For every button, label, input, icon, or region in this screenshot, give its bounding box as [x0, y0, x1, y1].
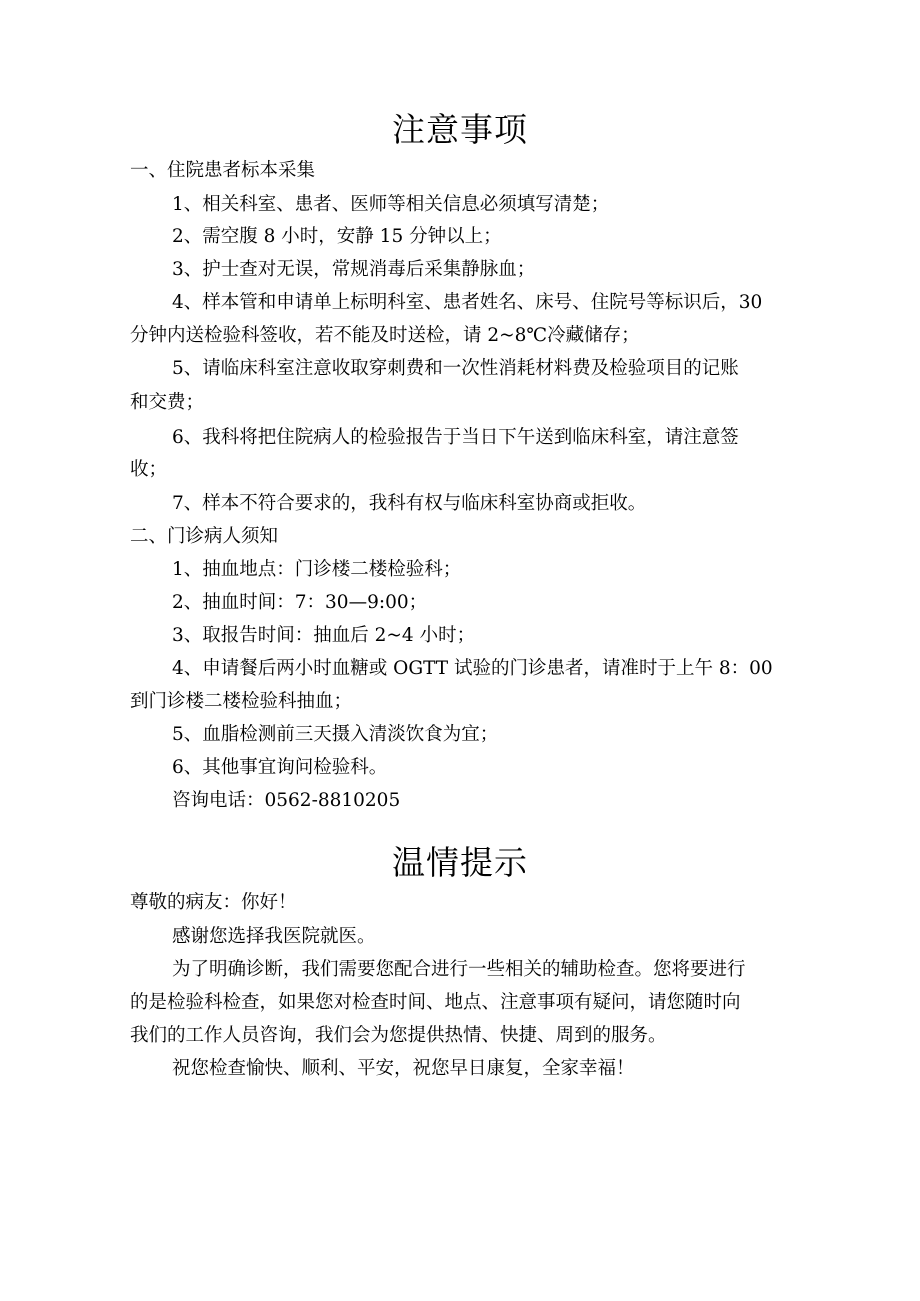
reminder-paragraph-2-line2: 的是检验科检查，如果您对检查时间、地点、注意事项有疑问，请您随时向: [130, 992, 741, 1013]
section2-heading: 二、门诊病人须知: [130, 526, 279, 547]
reminder-paragraph-1: 感谢您选择我医院就医。: [172, 926, 376, 947]
section1-item-7: 7、样本不符合要求的，我科有权与临床科室协商或拒收。: [172, 493, 647, 514]
section1-item-4-line1: 4、样本管和申请单上标明科室、患者姓名、床号、住院号等标识后，30: [172, 292, 763, 313]
section2-item-4-line2: 到门诊楼二楼检验科抽血；: [130, 691, 353, 712]
section1-item-5-line1: 5、请临床科室注意收取穿刺费和一次性消耗材料费及检验项目的记账: [172, 358, 739, 379]
phone-line: 咨询电话：0562-8810205: [172, 790, 401, 811]
reminder-paragraph-2-line1: 为了明确诊断，我们需要您配合进行一些相关的辅助检查。您将要进行: [172, 959, 746, 980]
section2-item-3: 3、取报告时间：抽血后 2~4 小时；: [172, 625, 476, 646]
section2-item-1: 1、抽血地点：门诊楼二楼检验科；: [172, 559, 462, 580]
section1-item-5-line2: 和交费；: [130, 392, 205, 413]
notice-title: 注意事项: [392, 110, 528, 149]
reminder-title: 温情提示: [392, 843, 528, 882]
section1-item-1: 1、相关科室、患者、医师等相关信息必须填写清楚；: [172, 194, 610, 215]
section2-item-4-line1: 4、申请餐后两小时血糖或 OGTT 试验的门诊患者，请准时于上午 8：00: [172, 658, 773, 679]
reminder-paragraph-2-line3: 我们的工作人员咨询，我们会为您提供热情、快捷、周到的服务。: [130, 1025, 667, 1046]
section1-item-4-line2: 分钟内送检验科签收，若不能及时送检，请 2~8℃冷藏储存；: [130, 325, 640, 346]
section1-heading: 一、住院患者标本采集: [130, 160, 316, 181]
section2-item-5: 5、血脂检测前三天摄入清淡饮食为宜；: [172, 724, 499, 745]
section1-item-6-line1: 6、我科将把住院病人的检验报告于当日下午送到临床科室，请注意签: [172, 427, 739, 448]
section2-item-2: 2、抽血时间：7：30—9:00；: [172, 592, 428, 613]
reminder-greeting: 尊敬的病友：你好！: [130, 892, 297, 913]
section2-item-6: 6、其他事宜询问检验科。: [172, 757, 388, 778]
section1-item-3: 3、护士查对无误，常规消毒后采集静脉血；: [172, 259, 536, 280]
section1-item-2: 2、需空腹 8 小时，安静 15 分钟以上；: [172, 226, 502, 247]
section1-item-6-line2: 收；: [130, 459, 168, 480]
reminder-paragraph-3: 祝您检查愉快、顺利、平安，祝您早日康复，全家幸福！: [172, 1058, 635, 1079]
